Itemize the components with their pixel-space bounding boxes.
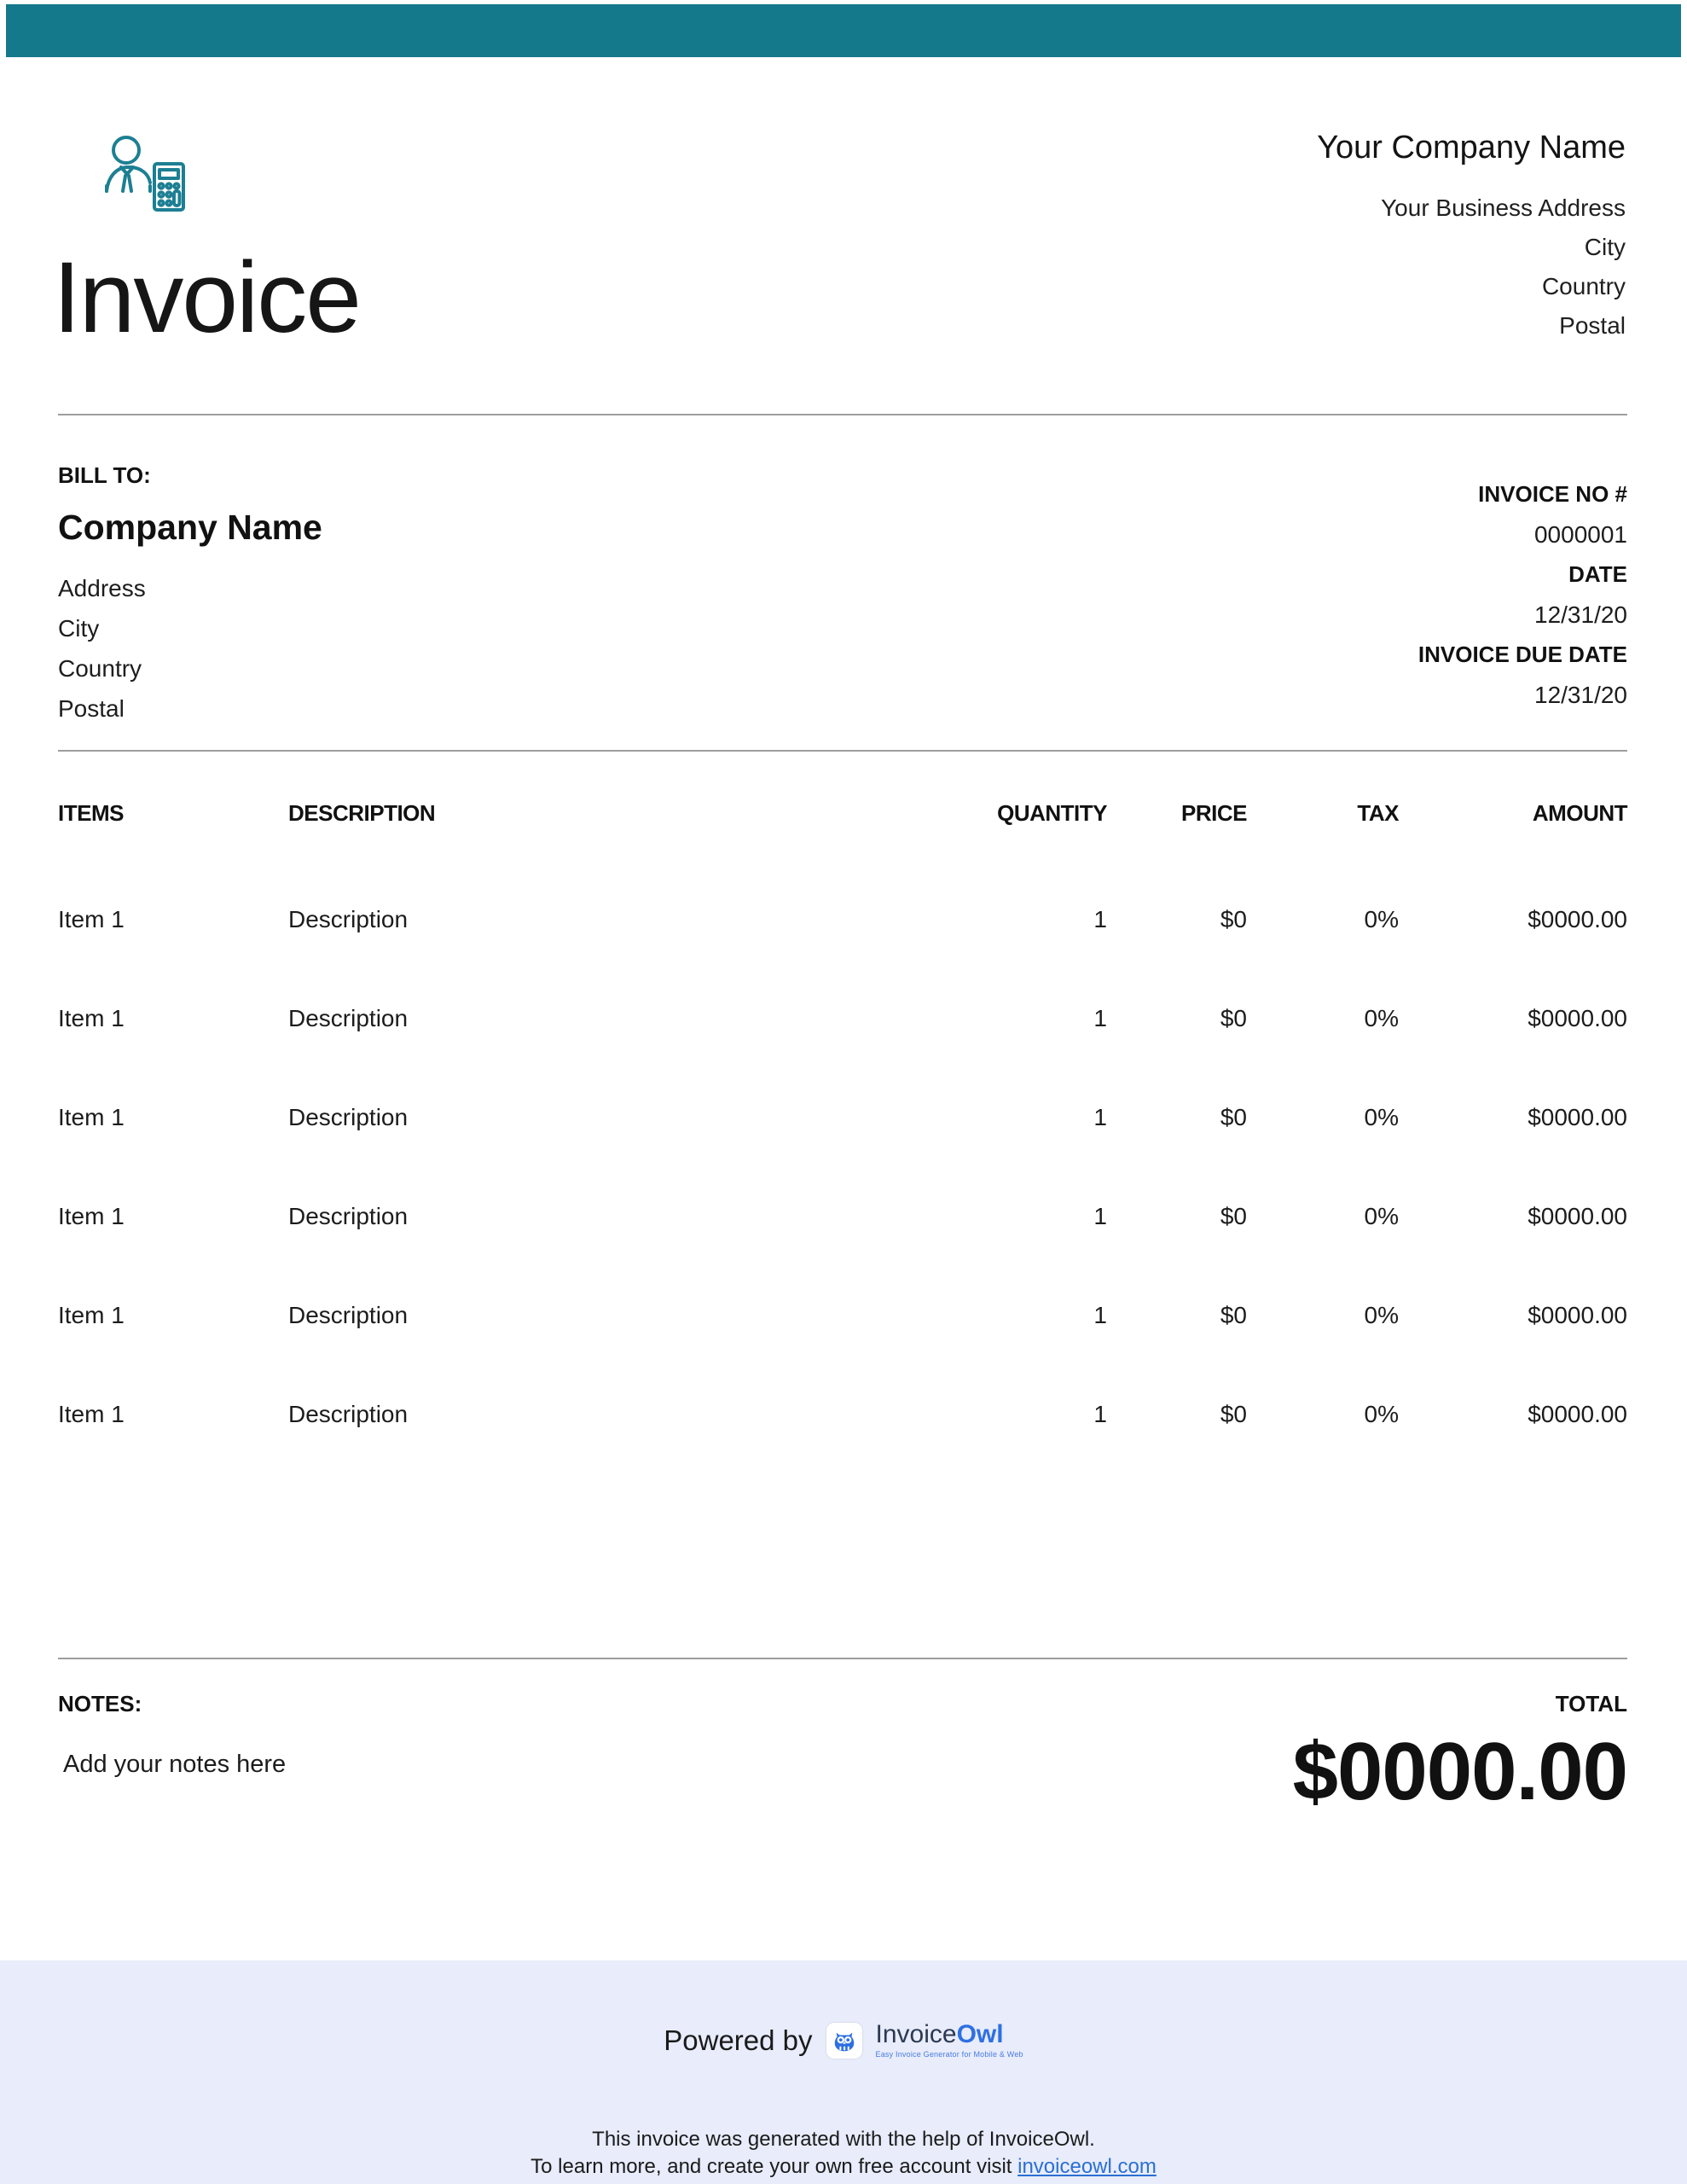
cell-tax: 0% [1364,1401,1399,1427]
bill-to-line: Country [58,655,142,682]
cell-amount: $0000.00 [1528,1401,1627,1427]
cell-amount: $0000.00 [1528,1302,1627,1328]
bill-to-line: Address [58,575,146,601]
col-header-description: DESCRIPTION [288,800,436,826]
footer-learn-more-text [0,2155,1687,2179]
powered-by-text: Powered by [664,2024,813,2056]
footer-generated-text: This invoice was generated with the help of InvoiceOwl. [592,2128,1095,2151]
invoice-meta-block [1116,474,1627,715]
bill-to-block [58,462,322,729]
cell-tax: 0% [1364,1104,1399,1130]
company-address-line: City [1584,234,1626,260]
company-address-line: Your Business Address [1381,195,1626,221]
cell-tax: 0% [1364,1203,1399,1229]
company-name: Your Company Name [1317,130,1626,166]
notes-value: Add your notes here [63,1751,287,1778]
owl-icon [826,2023,862,2059]
cell-quantity: 1 [1093,1203,1107,1229]
invoiceowl-link[interactable]: invoiceowl.com [1017,2155,1157,2178]
cell-description: Description [288,1401,409,1427]
powered-by-row [0,2022,1687,2059]
bill-to-label: BILL TO: [58,462,151,488]
cell-item: Item 1 [58,1005,125,1031]
accent-bar [6,4,1681,57]
bill-to-company: Company Name [58,508,322,547]
col-header-quantity: QUANTITY [997,800,1107,826]
cell-description: Description [288,1203,409,1229]
cell-amount: $0000.00 [1528,1005,1627,1031]
invoice-date-value: 12/31/20 [1534,601,1627,628]
cell-description: Description [288,1005,409,1031]
invoice-number-label: INVOICE NO # [1478,481,1627,507]
table-header-row [58,800,1627,850]
cell-quantity: 1 [1093,1401,1107,1427]
cell-item: Item 1 [58,1302,125,1328]
cell-item: Item 1 [58,1401,125,1427]
logo-word-owl: Owl [956,2020,1004,2048]
page-title: Invoice [53,241,360,354]
cell-quantity: 1 [1093,1302,1107,1328]
cell-price: $0 [1220,1302,1247,1328]
company-address-line: Country [1541,273,1626,299]
total-label: TOTAL [1555,1691,1627,1716]
invoice-date-label: DATE [1568,561,1627,587]
cell-description: Description [288,1104,409,1130]
cell-description: Description [288,1302,409,1328]
cell-tax: 0% [1364,1005,1399,1031]
cell-price: $0 [1220,1104,1247,1130]
table-row [58,870,1627,969]
cell-tax: 0% [1364,1302,1399,1328]
company-address-line: Postal [1559,312,1626,339]
invoice-due-date-label: INVOICE DUE DATE [1417,642,1627,667]
cell-quantity: 1 [1093,1005,1107,1031]
company-block [926,130,1626,346]
cell-amount: $0000.00 [1528,1203,1627,1229]
items-table [58,800,1627,1464]
cell-amount: $0000.00 [1528,1104,1627,1130]
bill-to-line: City [58,615,100,642]
bill-to-line: Postal [58,695,125,722]
footer-learn-more-prefix: To learn more, and create your own free account visit [530,2155,1018,2178]
table-row [58,1365,1627,1464]
cell-price: $0 [1220,1401,1247,1427]
divider [58,1658,1627,1659]
cell-amount: $0000.00 [1528,906,1627,932]
cell-price: $0 [1220,1203,1247,1229]
logo-word-invoice: Invoice [875,2020,957,2048]
table-row [58,1266,1627,1365]
footer [0,1960,1687,2184]
cell-item: Item 1 [58,906,125,932]
invoiceowl-logo [876,2022,1023,2059]
invoice-number-value: 0000001 [1533,521,1627,548]
col-header-tax: TAX [1357,800,1399,826]
col-header-amount: AMOUNT [1532,800,1627,826]
logo-tagline: Easy Invoice Generator for Mobile & Web [875,2050,1023,2059]
table-row [58,969,1627,1068]
table-row [58,1068,1627,1167]
invoice-due-date-value: 12/31/20 [1534,682,1627,708]
cell-quantity: 1 [1093,906,1107,932]
cell-quantity: 1 [1093,1104,1107,1130]
divider [58,414,1627,415]
total-value: $0000.00 [1292,1726,1627,1817]
cell-item: Item 1 [58,1104,125,1130]
cell-price: $0 [1220,906,1247,932]
cell-description: Description [288,906,409,932]
col-header-items: ITEMS [58,800,124,826]
divider [58,750,1627,752]
accountant-calculator-icon [101,135,189,218]
table-row [58,1167,1627,1266]
notes-label: NOTES: [58,1691,142,1716]
cell-price: $0 [1220,1005,1247,1031]
col-header-price: PRICE [1181,800,1247,826]
cell-item: Item 1 [58,1203,125,1229]
cell-tax: 0% [1364,906,1399,932]
